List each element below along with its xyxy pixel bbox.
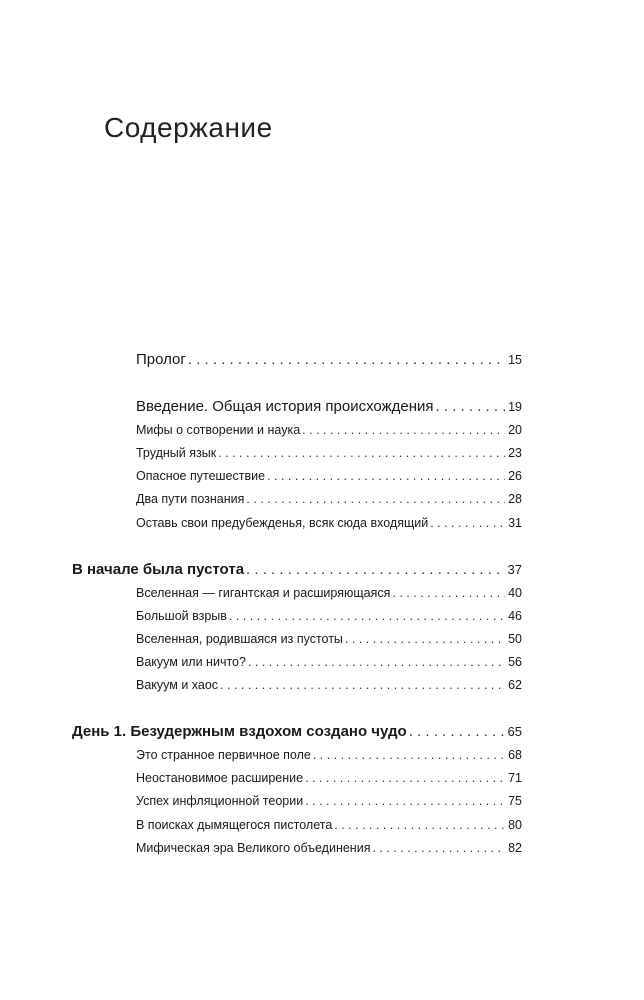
toc-leader-dots bbox=[246, 561, 505, 578]
toc-entry-title: Вселенная, родившаяся из пустоты bbox=[136, 632, 343, 646]
toc-entry[interactable] bbox=[136, 841, 522, 858]
toc-leader-dots bbox=[436, 398, 506, 415]
toc-leader-dots bbox=[305, 771, 505, 785]
toc-entry-page: 37 bbox=[507, 562, 522, 577]
toc-entry-introduction[interactable] bbox=[136, 398, 522, 418]
toc-leader-dots bbox=[229, 609, 505, 623]
toc-leader-dots bbox=[409, 723, 505, 740]
toc-entry-page: 26 bbox=[508, 469, 522, 483]
toc-entry-title: Оставь свои предубежденья, всяк сюда входящий bbox=[136, 516, 429, 530]
toc-entry-title: Вселенная — гигантская и расширяющаяся bbox=[136, 586, 391, 600]
toc-entry[interactable] bbox=[136, 423, 522, 440]
toc-leader-dots bbox=[345, 632, 505, 646]
toc-entry-title: Мифы о сотворении и наука bbox=[136, 423, 301, 437]
toc-leader-dots bbox=[302, 423, 505, 437]
toc-entry[interactable] bbox=[136, 609, 522, 626]
toc-entry-title: День 1. Безудержным вздохом создано чудо bbox=[72, 723, 407, 740]
toc-entry-page: 20 bbox=[508, 423, 522, 437]
toc-entry-title: Опасное путешествие bbox=[136, 469, 266, 483]
toc-entry-page: 71 bbox=[508, 771, 522, 785]
toc-leader-dots bbox=[220, 678, 505, 692]
toc-leader-dots bbox=[248, 655, 505, 669]
toc-entry-title: Это странное первичное поле bbox=[136, 748, 311, 762]
toc-leader-dots bbox=[218, 446, 505, 460]
toc-entry-title: Неостановимое расширение bbox=[136, 771, 304, 785]
toc-entry[interactable] bbox=[136, 771, 522, 788]
toc-entry[interactable] bbox=[136, 678, 522, 695]
toc-entry-page: 31 bbox=[508, 516, 522, 530]
toc-leader-dots bbox=[313, 748, 505, 762]
toc-entry-page: 46 bbox=[508, 609, 522, 623]
toc-leader-dots bbox=[392, 586, 505, 600]
toc-entry-part[interactable] bbox=[72, 723, 522, 743]
toc-leader-dots bbox=[188, 351, 505, 368]
toc-leader-dots bbox=[430, 516, 505, 530]
toc-entry-page: 75 bbox=[508, 794, 522, 808]
toc-entry-page: 50 bbox=[508, 632, 522, 646]
toc-entry-title: Введение. Общая история происхождения bbox=[136, 398, 434, 415]
toc-entry-page: 40 bbox=[508, 586, 522, 600]
toc-entry-page: 56 bbox=[508, 655, 522, 669]
toc-leader-dots bbox=[305, 794, 505, 808]
toc-entry-title: Два пути познания bbox=[136, 492, 245, 506]
toc-leader-dots bbox=[267, 469, 505, 483]
toc-entry[interactable] bbox=[136, 469, 522, 486]
toc-entry-title: Вакуум или ничто? bbox=[136, 655, 246, 669]
toc-leader-dots bbox=[372, 841, 505, 855]
toc-entry[interactable] bbox=[136, 492, 522, 509]
toc-entry-title: В начале была пустота bbox=[72, 561, 245, 578]
toc-entry[interactable] bbox=[136, 818, 522, 835]
toc-entry-page: 82 bbox=[508, 841, 522, 855]
page-title: Содержание bbox=[104, 112, 273, 143]
toc-entry-page: 15 bbox=[508, 353, 522, 367]
toc-entry-page: 68 bbox=[508, 748, 522, 762]
toc-entry-title: В поисках дымящегося пистолета bbox=[136, 818, 333, 832]
toc-entry-title: Успех инфляционной теории bbox=[136, 794, 304, 808]
toc-entry-page: 28 bbox=[508, 492, 522, 506]
toc-entry-part[interactable] bbox=[72, 561, 522, 581]
toc-entry[interactable] bbox=[136, 748, 522, 765]
toc-entry-title: Мифическая эра Великого объединения bbox=[136, 841, 371, 855]
toc-entry[interactable] bbox=[136, 794, 522, 811]
toc-entry-page: 65 bbox=[507, 724, 522, 739]
toc-leader-dots bbox=[246, 492, 505, 506]
toc-entry-page: 19 bbox=[508, 400, 522, 414]
toc-entry-page: 80 bbox=[508, 818, 522, 832]
toc-entry-title: Трудный язык bbox=[136, 446, 217, 460]
toc-entry[interactable] bbox=[136, 516, 522, 533]
toc-entry[interactable] bbox=[136, 446, 522, 463]
toc-entry-title: Вакуум и хаос bbox=[136, 678, 219, 692]
toc-entry-page: 62 bbox=[508, 678, 522, 692]
toc-entry[interactable] bbox=[136, 586, 522, 603]
toc-entry-prologue[interactable] bbox=[136, 351, 522, 371]
toc-entry[interactable] bbox=[136, 655, 522, 672]
toc-entry-title: Пролог bbox=[136, 351, 186, 368]
toc-entry-title: Большой взрыв bbox=[136, 609, 227, 623]
toc-entry-page: 23 bbox=[508, 446, 522, 460]
toc-entry[interactable] bbox=[136, 632, 522, 649]
toc-leader-dots bbox=[334, 818, 505, 832]
